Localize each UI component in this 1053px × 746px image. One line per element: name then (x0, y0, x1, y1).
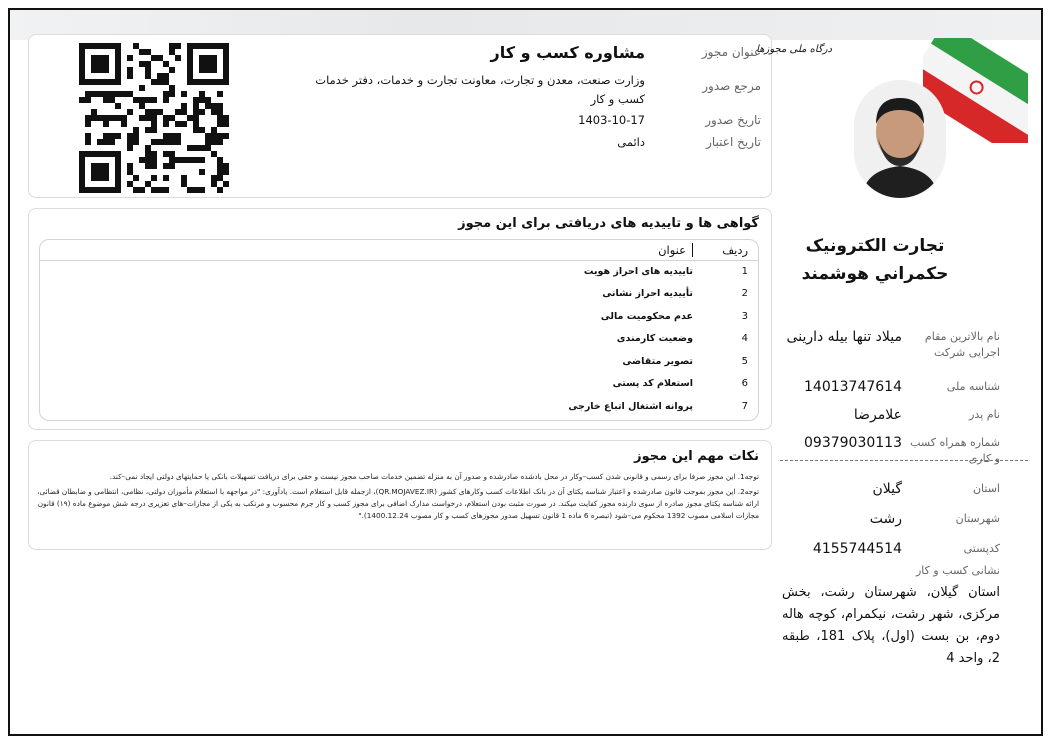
row-title: استعلام کد پستی (612, 378, 693, 390)
profile-sidebar (756, 32, 1028, 728)
license-issuer: وزارت صنعت، معدن و تجارت، معاونت تجارت و خدمات، دفتر خدمات کسب و کار (315, 73, 645, 106)
address-label: نشانی کسب و کار (915, 564, 1000, 577)
field-value: رشت (869, 511, 902, 527)
row-index: 2 (741, 288, 748, 300)
notes-card (28, 440, 772, 550)
qr-code (79, 43, 229, 193)
certificates-rows (40, 260, 758, 418)
field-label: استان (972, 482, 1000, 495)
divider (780, 460, 1028, 461)
field-value: میلاد تنها بیله دارینی (786, 329, 902, 345)
issue-date: 1403-10-17 (578, 113, 645, 127)
table-row (40, 283, 758, 306)
row-title: وضعیت کارمندی (616, 333, 693, 345)
field-label: شناسه ملی (946, 380, 1000, 393)
notes-heading: نکات مهم این مجوز (634, 449, 759, 464)
table-row (40, 305, 758, 328)
field-label: شماره همراه کسب و کاری (910, 436, 1000, 465)
location-fields (780, 478, 1000, 568)
row-title: تأییدیه احراز نشانی (602, 288, 693, 300)
field-label: نام بالاترین مقام اجرایی شرکت (924, 330, 1000, 359)
portal-logo: درگاه ملی مجوزها (756, 44, 832, 55)
field-label: نام پدر (969, 408, 1000, 421)
row-index: 6 (741, 378, 748, 390)
row-title: تصویر متقاضی (622, 355, 693, 367)
field-value: 09379030113 (804, 435, 902, 451)
license-page (8, 8, 1043, 736)
field-row (780, 376, 1000, 404)
certificates-heading: گواهی ها و تاییدیه های دریافتی برای این مجوز (458, 216, 759, 231)
field-row (780, 508, 1000, 538)
row-title: عدم محکومیت مالی (600, 310, 693, 322)
col-title-label: عنوان (658, 243, 693, 257)
certificates-table-box (39, 239, 759, 421)
row-index: 4 (741, 333, 748, 345)
row-index: 3 (741, 310, 748, 322)
person-name: حکمراني هوشمند (801, 264, 949, 284)
business-name: تجارت الکترونیک (805, 236, 945, 256)
avatar (854, 80, 946, 198)
table-row (40, 350, 758, 373)
table-row (40, 373, 758, 396)
col-title-header (40, 240, 707, 260)
field-row (780, 326, 1000, 376)
certificates-table (40, 240, 758, 418)
col-index-header: ردیف (722, 242, 748, 257)
table-row (40, 260, 758, 283)
license-title: مشاوره کسب و کار (490, 43, 645, 62)
table-row (40, 328, 758, 351)
certificates-card (28, 208, 772, 430)
validity-label: تاریخ اعتبار (706, 135, 761, 149)
note-2: توجه2. این مجوز بموجب قانون صادرشده و اعتبار شناسه یکتای آن در بانک اطلاعات کسب وکارهای کشور (QR.MOJAVEZ.IR)، ازجمله قابل استعلام است. یادآوری: "در مواجهه با استعلام مأموران دولتی، نظامی، انتظامی و ضابطان قضائی، ارائه شناسه یکتای مجوز صادره از سوی دارنده مجوز کفایت میکند. در صورت مثبت بودن استعلام، درخواست مدارک اضافی برای مجوز کسب و کار جرم محسوب و مرتکب به یکی از مجازات–های تعزیری درجه شش موضوع ماده (۱۹) قانون مجازات اسلامی مصوب 1392 محکوم می–شود (تبصره 6 ماده 1 قانون تسهیل صدور مجوزهای کسب و کار مصوب 1400.12.24)." (37, 487, 759, 520)
row-index: 5 (741, 355, 748, 367)
issue-date-label: تاریخ صدور (705, 113, 761, 127)
field-value: 14013747614 (804, 379, 902, 395)
field-row (780, 404, 1000, 432)
row-index: 7 (741, 400, 748, 412)
field-value: گیلان (872, 481, 902, 497)
validity: دائمی (617, 135, 645, 149)
issuer-label: مرجع صدور (702, 79, 761, 93)
profile-fields (780, 326, 1000, 466)
address: استان گیلان، شهرستان رشت، بخش مرکزی، شهر رشت، نیکمرام، کوچه هاله دوم، بن بست (اول)، پلاک 181، طبقه 2، واحد 4 (782, 585, 1000, 666)
license-info-card (28, 34, 772, 198)
note-1: توجه1. این مجوز صرفا برای رسمی و قانونی شدن کسب–وکار در محل بادشده صادرشده و صدور آن به منزله تضمین خدمات صاحب مجوز نیست و حقی برای دریافت تسهیلات بانکی یا حمایتهای دولتی ایجاد نمی–کند. (109, 472, 759, 481)
field-row (780, 478, 1000, 508)
row-index: 1 (741, 266, 748, 277)
field-label: کدپستی (963, 542, 1000, 555)
field-value: 4155744514 (812, 541, 902, 557)
table-row (40, 395, 758, 418)
row-title: تاییدیه های احراز هویت (583, 266, 693, 277)
field-label: شهرستان (955, 512, 1000, 525)
license-title-label: عنوان مجوز (701, 45, 761, 59)
row-title: پروانه اشتغال اتباع خارجی (568, 400, 693, 412)
field-value: علامرضا (853, 407, 902, 423)
